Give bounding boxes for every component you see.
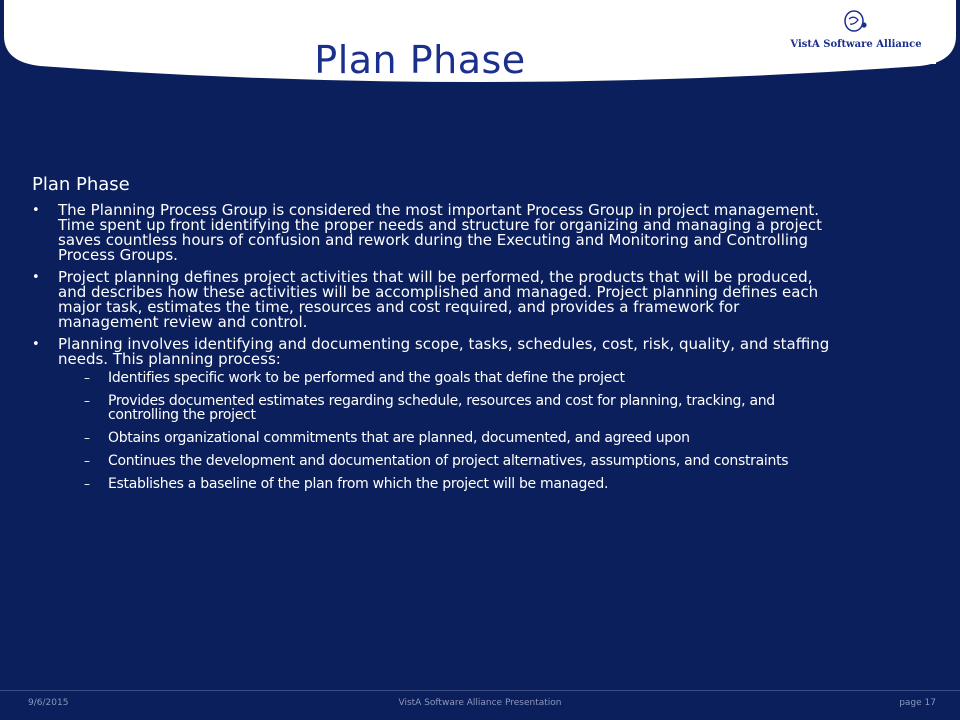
bullet-item: • Project planning defines project activities that will be performed, the products that will be produced, and describes how these activities will be accomplished and managed. Project planning defines each major task, estimates the time, resources and cost required, and provides a framework for management review and control.: [32, 270, 842, 330]
footer-date: 9/6/2015: [28, 698, 69, 708]
sub-item: – Continues the development and documentation of project alternatives, assumptions, and constraints: [58, 454, 842, 468]
sub-item: – Establishes a baseline of the plan from which the project will be managed.: [58, 477, 842, 491]
sub-item: – Identifies specific work to be performed and the goals that define the project: [58, 371, 842, 385]
bullet-item: • The Planning Process Group is considered the most important Process Group in project management. Time spent up front identifying the proper needs and structure for organizing and managing a project saves countless hours of confusion and rework during the Executing and Monitoring and Controlling Process Groups.: [32, 203, 842, 263]
bullet-list: [32, 203, 842, 491]
section-heading: Plan Phase: [32, 174, 130, 195]
logo-text: VistA Software Alliance: [790, 39, 922, 50]
logo: [776, 0, 936, 64]
page-title: Plan Phase: [314, 38, 526, 82]
footer-page-number: page 17: [899, 698, 936, 708]
bullet-item: [32, 337, 842, 491]
sub-item: – Provides documented estimates regarding schedule, resources and cost for planning, tracking, and controlling the project: [58, 394, 842, 422]
sub-list: [58, 371, 842, 491]
slide-content: [32, 174, 842, 500]
bullet-text: Planning involves identifying and documenting scope, tasks, schedules, cost, risk, quality, and staffing needs. This planning process:: [58, 335, 830, 368]
globe-icon: [840, 6, 870, 36]
footer-divider: [0, 690, 960, 691]
footer-presentation-name: VistA Software Alliance Presentation: [398, 698, 562, 708]
sub-item: – Obtains organizational commitments that are planned, documented, and agreed upon: [58, 431, 842, 445]
